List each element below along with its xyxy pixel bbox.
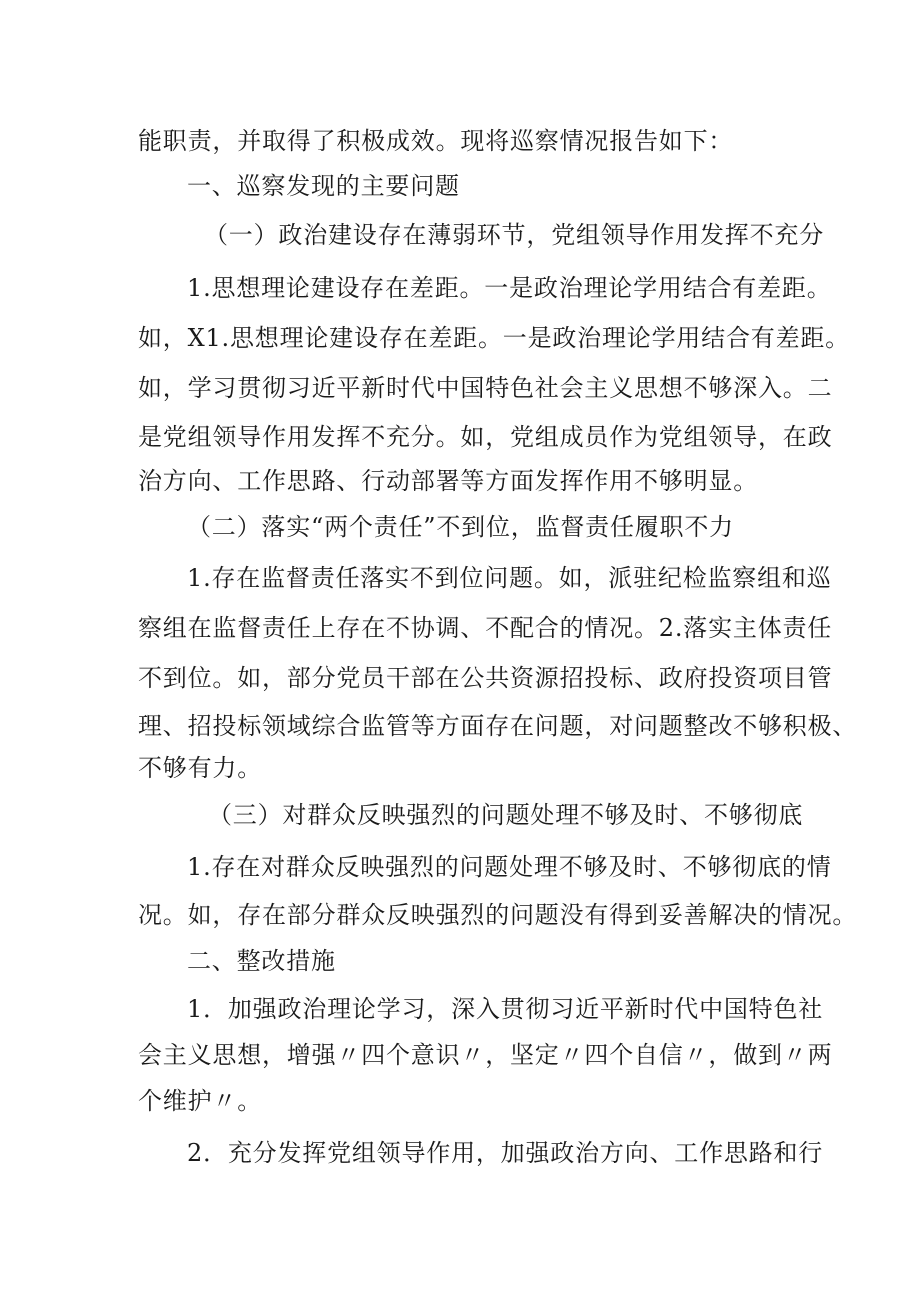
text-line: 如，学习贯彻习近平新时代中国特色社会主义思想不够深入。二 (138, 374, 833, 402)
text-line: 治方向、工作思路、行动部署等方面发挥作用不够明显。 (138, 467, 758, 495)
text-line: 况。如，存在部分群众反映强烈的问题没有得到妥善解决的情况。 (138, 901, 858, 929)
text-line: 理、招投标领域综合监管等方面存在问题，对问题整改不够积极、 (138, 712, 858, 740)
text-line: 个维护〃。 (138, 1087, 262, 1115)
text-line: 1.思想理论建设存在差距。一是政治理论学用结合有差距。 (187, 274, 832, 302)
text-line: 察组在监督责任上存在不协调、不配合的情况。2.落实主体责任 (138, 614, 833, 642)
text-line: 2．充分发挥党组领导作用，加强政治方向、工作思路和行 (187, 1139, 824, 1167)
section-heading: 一、巡察发现的主要问题 (187, 172, 460, 200)
text-line: 如，X1.思想理论建设存在差距。一是政治理论学用结合有差距。 (138, 324, 850, 352)
subsection-heading: （二）落实“两个责任”不到位，监督责任履职不力 (187, 513, 734, 541)
text-line: 不够有力。 (138, 754, 262, 782)
text-line: 不到位。如，部分党员干部在公共资源招投标、政府投资项目管 (138, 664, 833, 692)
text-line: 1.存在对群众反映强烈的问题处理不够及时、不够彻底的情 (187, 853, 832, 881)
subsection-heading: （一）政治建设存在薄弱环节，党组领导作用发挥不充分 (204, 221, 824, 249)
section-heading: 二、整改措施 (187, 947, 336, 975)
subsection-heading: （三）对群众反映强烈的问题处理不够及时、不够彻底 (208, 801, 804, 829)
text-line: 1．加强政治理论学习，深入贯彻习近平新时代中国特色社 (187, 995, 824, 1023)
text-line: 1.存在监督责任落实不到位问题。如，派驻纪检监察组和巡 (187, 564, 832, 592)
text-line: 是党组领导作用发挥不充分。如，党组成员作为党组领导，在政 (138, 423, 833, 451)
text-line: 能职责，并取得了积极成效。现将巡察情况报告如下： (138, 127, 734, 155)
text-line: 会主义思想，增强〃四个意识〃，坚定〃四个自信〃，做到〃两 (138, 1041, 833, 1069)
